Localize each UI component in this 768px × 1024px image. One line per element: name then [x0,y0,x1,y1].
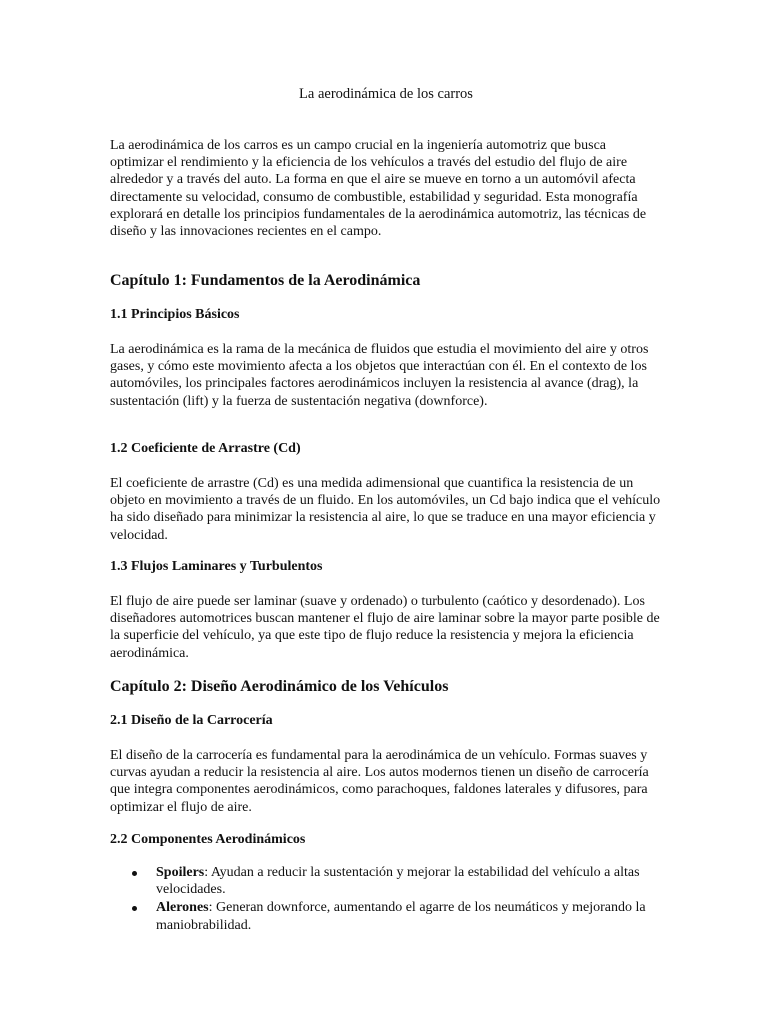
list-item-term: Alerones [156,900,209,916]
section-1-2-heading: 1.2 Coeficiente de Arrastre (Cd) [110,441,301,456]
list-item [110,864,662,898]
section-1-3-heading: 1.3 Flujos Laminares y Turbulentos [110,559,323,574]
section-2-1-paragraph: El diseño de la carrocería es fundamental para la aerodinámica de un vehículo. Formas suaves y curvas ayudan a reducir la resistencia al aire. Los autos modernos tienen un diseño de carrocería que integra componentes aerodinámicos, como parachoques, faldones laterales y difusores, para optimizar el flujo de aire. [110,748,649,815]
list-item-text: : Ayudan a reducir la sustentación y mejorar la estabilidad del vehículo a altas velocidades. [156,865,640,898]
section-1-2-paragraph: El coeficiente de arrastre (Cd) es una medida adimensional que cuantifica la resistencia de un objeto en movimiento a través de un fluido. En los automóviles, un Cd bajo indica que el vehículo ha sido diseñado para minimizar la resistencia al aire, lo que se traduce en una mayor eficiencia y velocidad. [110,476,661,543]
list-item-term: Spoilers [156,865,205,880]
document-title: La aerodinámica de los carros [299,86,473,102]
section-1-1-heading: 1.1 Principios Básicos [110,307,240,322]
section-1-1-paragraph: La aerodinámica es la rama de la mecánica de fluidos que estudia el movimiento del aire y otros gases, y cómo este movimiento afecta a los objetos que interactúan con él. En el contexto de los automóviles, los principales factores aerodinámicos incluyen la resistencia al avance (drag), la sustentación (lift) y la fuerza de sustentación negativa (downforce). [110,342,649,409]
section-1-3-paragraph: El flujo de aire puede ser laminar (suave y ordenado) o turbulento (caótico y desordenado). Los diseñadores automotrices buscan mantener el flujo de aire laminar sobre la mayor parte posible de la superficie del vehículo, ya que este tipo de flujo reduce la resistencia y mejora la eficiencia aerodinámica. [110,594,660,661]
list-item-text: : Generan downforce, aumentando el agarre de los neumáticos y mejorando la maniobrabilidad. [156,900,646,933]
chapter-1-heading: Capítulo 1: Fundamentos de la Aerodinámica [110,272,421,289]
chapter-2-heading: Capítulo 2: Diseño Aerodinámico de los Vehículos [110,678,449,695]
list-item [110,899,662,933]
section-2-2-heading: 2.2 Componentes Aerodinámicos [110,832,306,847]
intro-paragraph: La aerodinámica de los carros es un campo crucial en la ingeniería automotriz que busca optimizar el rendimiento y la eficiencia de los vehículos a través del estudio del flujo de aire alrededor y a través del auto. La forma en que el aire se mueve en torno a un automóvil afecta directamente su velocidad, consumo de combustible, estabilidad y seguridad. Esta monografía explorará en detalle los principios fundamentales de la aerodinámica automotriz, las técnicas de diseño y las innovaciones recientes en el campo. [110,138,647,240]
components-list [110,864,662,935]
section-2-1-heading: 2.1 Diseño de la Carrocería [110,713,273,728]
bullet-icon [132,906,137,911]
bullet-icon [132,871,137,876]
